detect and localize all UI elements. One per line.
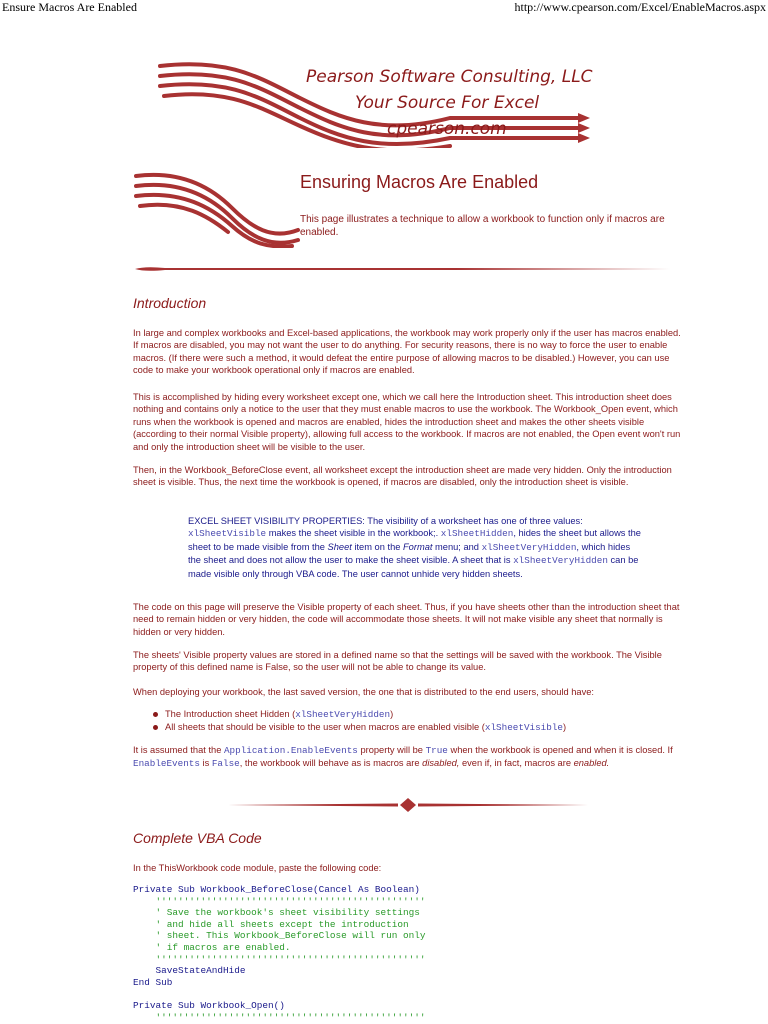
page-title: Ensuring Macros Are Enabled	[300, 172, 539, 192]
code-line: End Sub	[133, 976, 173, 988]
intro-paragraph-4: The code on this page will preserve the Visible property of each sheet. Thus, if you have sheets other than the introduction sheet that need to remain hidden or very hidden, the code will accommodate those sheets. It will not make visible any sheet that normally is hidden or very hidden.	[133, 602, 680, 637]
title-swoosh-graphic	[132, 168, 302, 248]
code-xlsheetvisible: xlSheetVisible	[188, 528, 267, 540]
visibility-callout: EXCEL SHEET VISIBILITY PROPERTIES: The visibility of a worksheet has one of three values: xlSheetVisible makes the sheet visible in the workbook;. xlSheetHidden, hides the sheet but allows the sheet to be made visible from the Sheet item on the Format menu; and xlSheetVeryHidden, which hides the sheet and does not allow the user to make the sheet visible. A sheet that is xlSheetVeryHidden can be made visible only through VBA code. The user cannot unhide very hidden sheets.	[188, 516, 641, 579]
intro-paragraph-7: It is assumed that the Application.EnableEvents property will be True when the workbook is opened and when it is closed. If EnableEvents is False, the workbook will behave as is macros are disabled, even if, in fact, macros are enabled.	[133, 745, 673, 770]
intro-paragraph-3: Then, in the Workbook_BeforeClose event, all worksheet except the introduction sheet are made very hidden. Only the introduction sheet is visible. Thus, the next time the workbook is opened, if macros are disabled, only the introduction sheet is visible.	[133, 465, 672, 488]
code-line: ''''''''''''''''''''''''''''''''''''''''''''''''	[133, 953, 426, 965]
code-line: ' and hide all sheets except the introduction	[133, 918, 409, 930]
code-line: ' Save the workbook's sheet visibility settings	[133, 907, 420, 919]
vba-code-block	[133, 884, 426, 1023]
section-heading-introduction: Introduction	[133, 295, 207, 311]
code-line: ''''''''''''''''''''''''''''''''''''''''''''''''	[133, 1011, 426, 1023]
print-header-url[interactable]: http://www.cpearson.com/Excel/EnableMacros.aspx	[514, 0, 766, 14]
code-xlsheetveryhidden-2: xlSheetVeryHidden	[513, 555, 608, 567]
header-divider	[135, 266, 670, 272]
section-heading-vba: Complete VBA Code	[133, 830, 262, 846]
vba-intro: In the ThisWorkbook code module, paste the following code:	[133, 863, 382, 873]
intro-paragraph-6: When deploying your workbook, the last saved version, the one that is distributed to the end users, should have:	[133, 687, 594, 697]
code-line: Private Sub Workbook_BeforeClose(Cancel As Boolean)	[133, 884, 420, 895]
code-line: ' if macros are enabled.	[133, 941, 291, 953]
logo-company-name: Pearson Software Consulting, LLC	[306, 67, 593, 87]
print-header	[0, 0, 768, 16]
intro-paragraph-2: This is accomplished by hiding every worksheet except one, which we call here the Introduction sheet. This introduction sheet does nothing and contains only a notice to the user that they must enable macros to use the workbook. The Workbook_Open event, which runs when the workbook is opened and macros are enabled, hides the introduction sheet and makes the other sheets visible (according to their normal Visible property), allowing full access to the workbook. If macros are not enabled, the Open event won't run and only the introduction sheet will be visible to the user.	[133, 392, 681, 452]
page-subtitle: This page illustrates a technique to allow a workbook to function only if macros are enabled.	[300, 214, 665, 238]
code-line: ''''''''''''''''''''''''''''''''''''''''''''''''	[133, 895, 426, 907]
logo-tagline: Your Source For Excel	[355, 93, 540, 113]
list-item: All sheets that should be visible to the user when macros are enabled visible (xlSheetVisible)	[150, 721, 690, 734]
section-divider	[228, 798, 588, 812]
logo-domain: cpearson.com	[387, 119, 507, 139]
code-line: Private Sub Workbook_Open()	[133, 999, 285, 1011]
intro-paragraph-5: The sheets' Visible property values are stored in a defined name so that the settings will be saved with the workbook. The Visible property of this defined name is False, so the user will not be able to change its value.	[133, 650, 662, 673]
code-line: ' sheet. This Workbook_BeforeClose will run only	[133, 930, 426, 942]
code-line	[133, 988, 139, 999]
print-header-title: Ensure Macros Are Enabled	[2, 0, 137, 14]
code-xlsheetveryhidden: xlSheetVeryHidden	[481, 541, 577, 553]
code-line: SaveStateAndHide	[133, 965, 246, 977]
code-xlsheethidden: xlSheetHidden	[440, 528, 514, 540]
list-item: The Introduction sheet Hidden (xlSheetVeryHidden)	[150, 708, 690, 721]
deployment-bullet-list	[150, 708, 690, 735]
intro-paragraph-1: In large and complex workbooks and Excel-based applications, the workbook may work properly only if the user has macros enabled. If macros are disabled, you may not want the user to do anything. For security reasons, there is no way to force the user to enable macros. (If there were such a method, it would defeat the entire purpose of allowing macros to be disabled.) However, you can use code to make your workbook operational only if macros are enabled.	[133, 328, 681, 376]
